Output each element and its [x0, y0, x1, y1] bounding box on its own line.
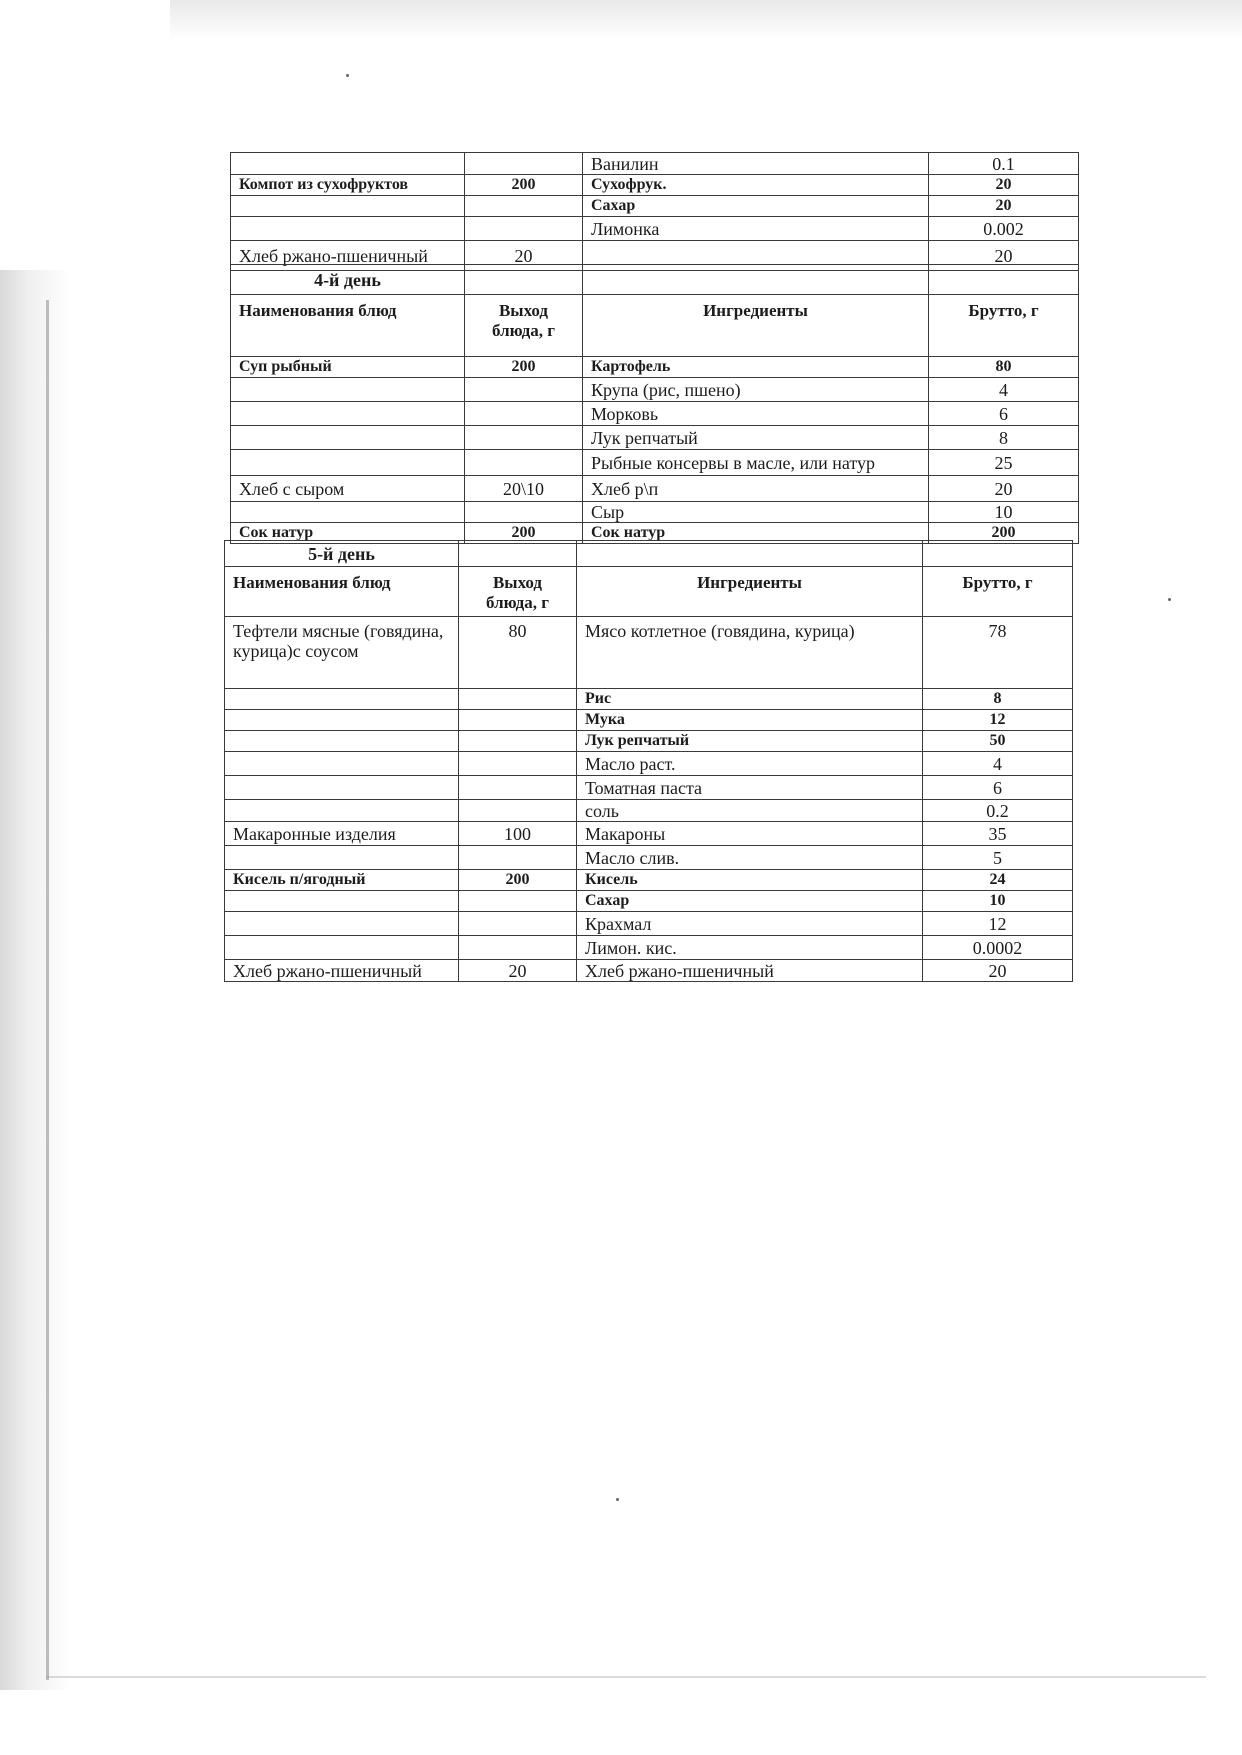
ingredient-name: Крупа (рис, пшено)	[583, 378, 929, 402]
ingredient-name: Мука	[577, 710, 923, 731]
gross-weight: 20	[929, 241, 1079, 271]
table-row	[225, 689, 1073, 710]
ingredient-name: соль	[577, 800, 923, 822]
menu-table-day5	[224, 540, 1073, 982]
table-row	[231, 153, 1079, 175]
gross-weight: 20	[929, 476, 1079, 502]
gross-weight: 8	[929, 426, 1079, 450]
dish-output: 80	[459, 617, 577, 689]
table-row	[231, 402, 1079, 426]
dish-output	[459, 752, 577, 776]
ingredient-name: Лимонка	[583, 217, 929, 241]
dish-output	[465, 502, 583, 523]
gross-weight: 6	[929, 402, 1079, 426]
dish-name	[225, 776, 459, 800]
dish-output	[459, 912, 577, 936]
table-row	[231, 357, 1079, 378]
col-header-output: Выход блюда, г	[459, 567, 577, 617]
dish-output	[459, 689, 577, 710]
ingredient-name: Томатная паста	[577, 776, 923, 800]
table-row	[225, 710, 1073, 731]
ingredient-name: Ванилин	[583, 153, 929, 175]
dish-name	[231, 450, 465, 476]
ingredient-name: Картофель	[583, 357, 929, 378]
dish-output: 100	[459, 822, 577, 846]
col-header-output: Выход блюда, г	[465, 295, 583, 357]
ingredient-name: Масло раст.	[577, 752, 923, 776]
dish-name	[231, 378, 465, 402]
dish-name: Хлеб ржано-пшеничный	[231, 241, 465, 271]
table-row	[231, 217, 1079, 241]
dish-name	[231, 402, 465, 426]
table-row	[225, 960, 1073, 982]
table-row	[231, 502, 1079, 523]
ingredient-name: Сахар	[577, 891, 923, 912]
col-header-dish: Наименования блюд	[225, 567, 459, 617]
gross-weight: 10	[929, 502, 1079, 523]
table-row	[231, 196, 1079, 217]
table-row	[225, 870, 1073, 891]
dish-name	[225, 689, 459, 710]
ingredient-name: Лимон. кис.	[577, 936, 923, 960]
gross-weight: 6	[923, 776, 1073, 800]
table-row	[231, 378, 1079, 402]
scan-edge-bottom	[46, 1676, 1206, 1678]
ingredient-name: Хлеб р\п	[583, 476, 929, 502]
dish-name: Сок натур	[231, 523, 465, 544]
dish-name: Макаронные изделия	[225, 822, 459, 846]
gross-weight: 12	[923, 912, 1073, 936]
dish-output	[465, 426, 583, 450]
dish-output	[459, 891, 577, 912]
ingredient-name: Хлеб ржано-пшеничный	[577, 960, 923, 982]
dish-name	[225, 936, 459, 960]
gross-weight: 10	[923, 891, 1073, 912]
dish-output: 200	[465, 175, 583, 196]
col-header-ingredients: Ингредиенты	[577, 567, 923, 617]
col-header-gross: Брутто, г	[929, 295, 1079, 357]
gross-weight: 35	[923, 822, 1073, 846]
ingredient-name: Рыбные консервы в масле, или натур	[583, 450, 929, 476]
dish-output	[459, 710, 577, 731]
table-row	[225, 936, 1073, 960]
gross-weight: 80	[929, 357, 1079, 378]
table-row	[231, 476, 1079, 502]
ingredient-name: Рис	[577, 689, 923, 710]
dish-output	[465, 196, 583, 217]
gross-weight: 5	[923, 846, 1073, 870]
gross-weight: 12	[923, 710, 1073, 731]
scan-shadow-top	[170, 0, 1242, 40]
gross-weight: 24	[923, 870, 1073, 891]
col-header-gross: Брутто, г	[923, 567, 1073, 617]
ingredient-name: Лук репчатый	[583, 426, 929, 450]
gross-weight: 8	[923, 689, 1073, 710]
table-row	[225, 846, 1073, 870]
gross-weight: 50	[923, 731, 1073, 752]
menu-table-day4	[230, 264, 1079, 544]
dish-name	[231, 502, 465, 523]
dish-name	[225, 891, 459, 912]
dish-name	[225, 912, 459, 936]
dish-output	[465, 402, 583, 426]
table-row	[225, 891, 1073, 912]
ingredient-name: Сок натур	[583, 523, 929, 544]
dish-name	[225, 731, 459, 752]
dish-name	[225, 846, 459, 870]
table-row	[231, 175, 1079, 196]
scan-speck	[616, 1498, 619, 1501]
table-row	[225, 912, 1073, 936]
ingredient-name: Мясо котлетное (говядина, курица)	[577, 617, 923, 689]
table-row	[225, 800, 1073, 822]
ingredient-name: Лук репчатый	[577, 731, 923, 752]
dish-name	[225, 800, 459, 822]
scan-shadow-left	[0, 270, 70, 1690]
dish-name: Тефтели мясные (говядина, курица)с соусом	[225, 617, 459, 689]
gross-weight: 0.1	[929, 153, 1079, 175]
day4-title: 4-й день	[231, 265, 465, 295]
day5-title: 5-й день	[225, 541, 459, 567]
col-header-dish: Наименования блюд	[231, 295, 465, 357]
gross-weight: 4	[929, 378, 1079, 402]
dish-output	[459, 800, 577, 822]
dish-output: 20	[459, 960, 577, 982]
scan-speck	[1168, 598, 1171, 601]
dish-output: 200	[459, 870, 577, 891]
ingredient-name: Масло слив.	[577, 846, 923, 870]
dish-output	[465, 450, 583, 476]
dish-name: Кисель п/ягодный	[225, 870, 459, 891]
dish-name	[231, 153, 465, 175]
dish-output	[465, 153, 583, 175]
gross-weight: 78	[923, 617, 1073, 689]
col-header-ingredients: Ингредиенты	[583, 295, 929, 357]
dish-output: 20	[465, 241, 583, 271]
ingredient-name: Кисель	[577, 870, 923, 891]
table-row	[225, 776, 1073, 800]
dish-output	[465, 217, 583, 241]
table-row	[231, 426, 1079, 450]
table-row	[225, 752, 1073, 776]
ingredient-name: Морковь	[583, 402, 929, 426]
dish-output	[459, 936, 577, 960]
table-row	[225, 822, 1073, 846]
ingredient-name: Крахмал	[577, 912, 923, 936]
ingredient-name: Сухофрук.	[583, 175, 929, 196]
gross-weight: 0.0002	[923, 936, 1073, 960]
dish-output	[459, 776, 577, 800]
gross-weight: 20	[923, 960, 1073, 982]
dish-name	[231, 196, 465, 217]
gross-weight: 4	[923, 752, 1073, 776]
dish-name	[231, 426, 465, 450]
dish-name: Суп рыбный	[231, 357, 465, 378]
dish-output	[459, 731, 577, 752]
gross-weight: 200	[929, 523, 1079, 544]
dish-name: Хлеб ржано-пшеничный	[225, 960, 459, 982]
gross-weight: 20	[929, 196, 1079, 217]
dish-name	[225, 752, 459, 776]
ingredient-name: Сахар	[583, 196, 929, 217]
gross-weight: 20	[929, 175, 1079, 196]
dish-output: 200	[465, 523, 583, 544]
menu-table-continuation	[230, 152, 1079, 271]
gross-weight: 0.002	[929, 217, 1079, 241]
dish-output	[459, 846, 577, 870]
scan-edge-left	[46, 300, 49, 1680]
table-row	[225, 731, 1073, 752]
dish-output: 200	[465, 357, 583, 378]
gross-weight: 25	[929, 450, 1079, 476]
dish-name: Компот из сухофруктов	[231, 175, 465, 196]
ingredient-name: Макароны	[577, 822, 923, 846]
dish-name: Хлеб с сыром	[231, 476, 465, 502]
table-row	[231, 450, 1079, 476]
dish-output	[465, 378, 583, 402]
dish-name	[231, 217, 465, 241]
ingredient-name: Сыр	[583, 502, 929, 523]
dish-output: 20\10	[465, 476, 583, 502]
dish-name	[225, 710, 459, 731]
scan-speck	[346, 74, 349, 77]
gross-weight: 0.2	[923, 800, 1073, 822]
